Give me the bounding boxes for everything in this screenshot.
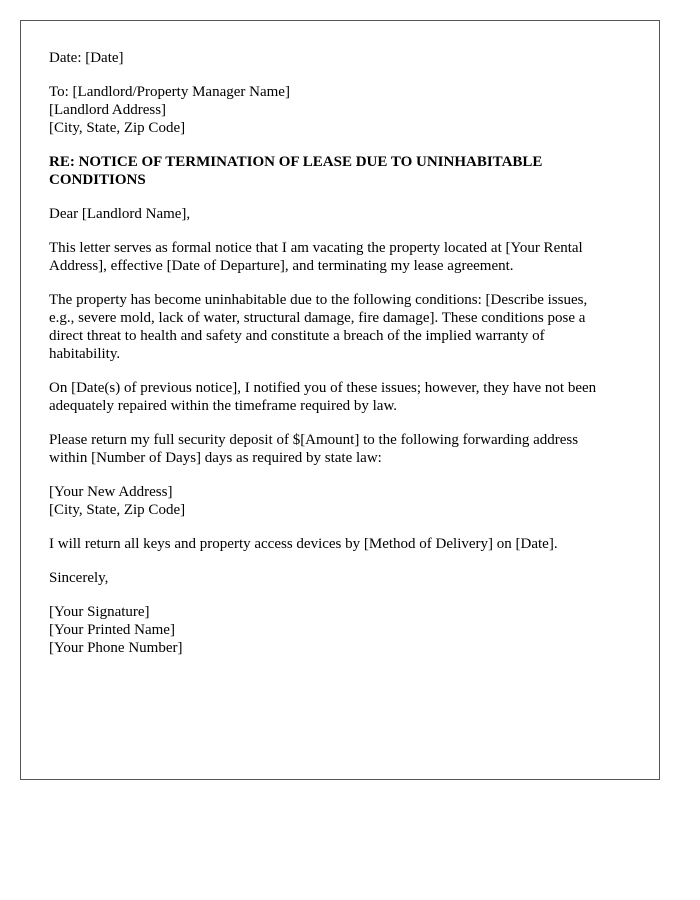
subject-line-1: RE: NOTICE OF TERMINATION OF LEASE DUE TO UNINHABITABLE — [49, 154, 543, 170]
letter-body — [49, 49, 639, 673]
paragraph-line: habitability. — [49, 346, 121, 362]
paragraph-line: This letter serves as formal notice that I am vacating the property located at [Your Rental — [49, 240, 583, 256]
paragraph-notice — [49, 239, 639, 275]
paragraph-line: On [Date(s) of previous notice], I notified you of these issues; however, they have not been — [49, 380, 597, 396]
salutation-block — [49, 205, 639, 223]
signature-line: [Your Signature] — [49, 604, 150, 620]
date-line: Date: [Date] — [49, 50, 124, 66]
signature-block — [49, 603, 639, 657]
paragraph-deposit — [49, 431, 639, 467]
paragraph-line: within [Number of Days] days as required by state law: — [49, 450, 382, 466]
paragraph-line: direct threat to health and safety and constitute a breach of the implied warranty of — [49, 328, 545, 344]
closing-block — [49, 569, 639, 587]
letter-page — [20, 20, 660, 780]
date-line-block — [49, 49, 639, 67]
printed-name-line: [Your Printed Name] — [49, 622, 175, 638]
forwarding-address-block — [49, 483, 639, 519]
phone-number-line: [Your Phone Number] — [49, 640, 183, 656]
recipient-block — [49, 83, 639, 137]
paragraph-line: adequately repaired within the timeframe required by law. — [49, 398, 398, 414]
forwarding-address-street: [Your New Address] — [49, 484, 173, 500]
salutation: Dear [Landlord Name], — [49, 206, 191, 222]
paragraph-line: e.g., severe mold, lack of water, structural damage, fire damage]. These conditions pose a — [49, 310, 586, 326]
recipient-address: [Landlord Address] — [49, 102, 167, 118]
paragraph-line: The property has become uninhabitable due to the following conditions: [Describe issues, — [49, 292, 588, 308]
paragraph-prior-notice — [49, 379, 639, 415]
closing: Sincerely, — [49, 570, 109, 586]
paragraph-conditions — [49, 291, 639, 363]
keys-paragraph-block — [49, 535, 639, 553]
keys-paragraph: I will return all keys and property access devices by [Method of Delivery] on [Date]. — [49, 536, 558, 552]
recipient-name: To: [Landlord/Property Manager Name] — [49, 84, 290, 100]
subject-line-2: CONDITIONS — [49, 172, 146, 188]
forwarding-address-city-state-zip: [City, State, Zip Code] — [49, 502, 186, 518]
paragraph-line: Please return my full security deposit of $[Amount] to the following forwarding address — [49, 432, 579, 448]
recipient-city-state-zip: [City, State, Zip Code] — [49, 120, 186, 136]
subject-line — [49, 153, 639, 189]
paragraph-line: Address], effective [Date of Departure], and terminating my lease agreement. — [49, 258, 514, 274]
